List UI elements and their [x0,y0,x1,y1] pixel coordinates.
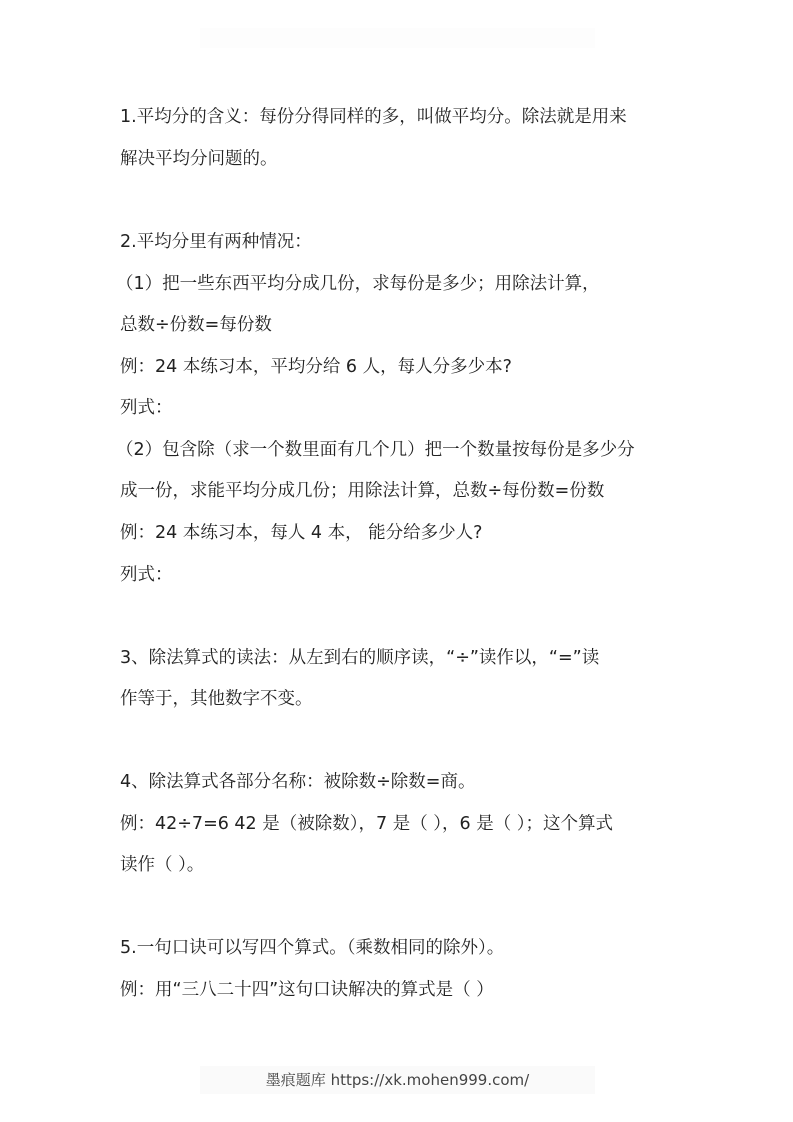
text-line: 例：24 本练习本，平均分给 6 人，每人分多少本? [120,357,512,377]
text-line: 成一份，求能平均分成几份；用除法计算，总数÷每份数=份数 [120,481,605,501]
text-line: 作等于，其他数字不变。 [120,689,313,709]
text-line: 4、除法算式各部分名称：被除数÷除数=商。 [120,772,476,792]
text-line: 列式： [120,398,173,418]
text-line: 2.平均分里有两种情况： [120,232,312,252]
text-line: 例：用“三八二十四”这句口诀解决的算式是（ ） [120,980,494,1000]
text-line: 例：24 本练习本，每人 4 本， 能分给多少人? [120,523,483,543]
text-line: 5.一句口诀可以写四个算式。（乘数相同的除外）。 [120,938,505,958]
top-watermark [200,28,595,48]
text-line: 1.平均分的含义：每份分得同样的多，叫做平均分。除法就是用来 [120,107,627,127]
footer-watermark: 墨痕题库 https://xk.mohen999.com/ [200,1066,595,1094]
text-line: 读作（ ）。 [120,855,205,875]
text-line: 例：42÷7=6 42 是（被除数），7 是（ ），6 是（ ）；这个算式 [120,814,614,834]
text-line: （1）把一些东西平均分成几份，求每份是多少；用除法计算， [116,274,600,294]
text-line: 3、除法算式的读法：从左到右的顺序读，“÷”读作以，“=”读 [120,648,600,668]
text-line: 列式： [120,565,173,585]
text-line: 解决平均分问题的。 [120,149,278,169]
text-line: （2）包含除（求一个数里面有几个几）把一个数量按每份是多少分 [116,440,635,460]
text-line: 总数÷份数=每份数 [120,315,272,335]
